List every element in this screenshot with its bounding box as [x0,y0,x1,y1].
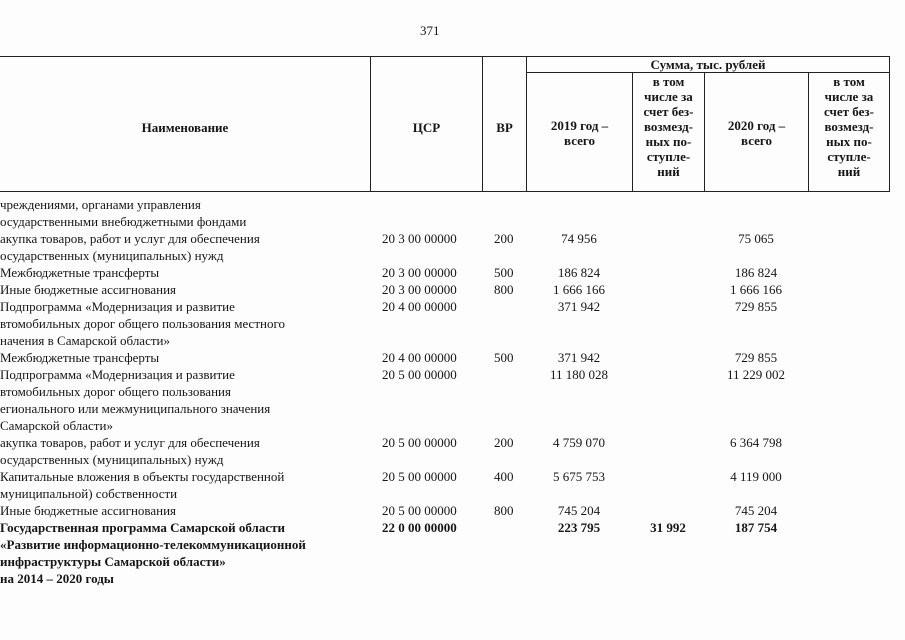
row-name-line: втомобильных дорог общего пользования [0,384,231,399]
table-row [0,196,890,230]
table-row [0,230,890,264]
row-2019-total: 371 942 [557,350,601,365]
row-vr: 800 [494,282,514,297]
row-vr: 200 [494,435,514,450]
row-vr: 800 [494,503,514,518]
table-row [0,519,890,587]
row-2020-free [808,519,882,536]
row-vr [494,519,524,536]
row-2019-free [632,468,704,485]
header-2019-total [527,118,632,148]
row-2020-free [808,281,882,298]
header-2020-free-line: в том [833,74,865,89]
row-2019-total [526,196,632,213]
header-2019-free-line: возмезд- [644,119,693,134]
header-2020-total [705,118,808,148]
row-2020-total: 1 666 166 [730,282,782,297]
row-vr: 500 [494,265,514,280]
row-vr: 500 [494,350,514,365]
row-2020-free [808,349,882,366]
row-csr: 20 5 00 00000 [382,367,457,382]
row-name-line: «Развитие информационно-телекоммуникационной [0,537,306,552]
row-name-line: Межбюджетные трансферты [0,265,160,280]
row-name [0,349,370,366]
row-2019-free: 31 992 [650,520,686,535]
row-2019-total: 371 942 [557,299,601,314]
row-name-line: Капитальные вложения в объекты государственной [0,469,285,484]
header-2020-free-line: числе за [824,89,874,104]
row-2019-total: 11 180 028 [549,367,609,382]
header-2019-free-line: ступле- [646,149,691,164]
row-name [0,196,370,230]
row-2019-free [632,502,704,519]
header-2020-free-line: ний [837,164,861,179]
header-2020-total-line: 2020 год – [727,118,786,133]
row-name-line: начения в Самарской области» [0,333,170,348]
row-2020-total: 729 855 [734,350,778,365]
row-2020-free [808,264,882,281]
row-name [0,298,370,349]
row-csr: 20 5 00 00000 [382,503,457,518]
row-csr: 20 3 00 00000 [382,231,457,246]
row-name [0,519,370,587]
row-name-line: Иные бюджетные ассигнования [0,503,177,518]
row-2019-total: 223 795 [557,520,601,535]
table-row [0,468,890,502]
row-2019-free [632,264,704,281]
row-2019-free [632,196,704,213]
row-2019-free [632,281,704,298]
table-body [0,196,890,587]
row-name [0,281,370,298]
row-name-line: егионального или межмуниципального значения [0,401,271,416]
header-name: Наименование [141,120,229,135]
row-2020-total: 186 824 [734,265,778,280]
table-row [0,366,890,434]
header-2019-free-line: ных по- [645,134,692,149]
row-2019-total: 74 956 [561,231,597,246]
row-name-line: Государственная программа Самарской области [0,520,285,535]
header-2020-free-line: возмезд- [824,119,874,134]
row-csr: 22 0 00 00000 [382,520,457,535]
header-2019-free-line: в том [652,74,685,89]
row-name-line: инфраструктуры Самарской области» [0,554,226,569]
row-name [0,366,370,434]
row-csr: 20 3 00 00000 [382,282,457,297]
table-header [0,56,890,192]
header-2019-free-line: счет без- [643,104,694,119]
row-2019-total: 4 759 070 [553,435,605,450]
row-name [0,230,370,264]
row-2019-free [632,366,704,383]
table-row [0,264,890,281]
row-vr [494,298,524,315]
table-row [0,349,890,366]
row-2020-total [704,196,808,213]
header-csr: ЦСР [412,120,441,135]
row-csr: 20 4 00 00000 [382,350,457,365]
row-name [0,468,370,502]
header-2020-total-line: всего [741,133,772,148]
row-2019-total: 745 204 [557,503,601,518]
row-2020-total: 75 065 [738,231,774,246]
row-csr: 20 4 00 00000 [382,299,457,314]
row-2020-total: 187 754 [734,520,778,535]
row-2020-free [808,230,882,247]
row-2020-total: 4 119 000 [730,469,782,484]
row-2020-total: 11 229 002 [726,367,786,382]
header-2020-free-line: ступле- [827,149,871,164]
row-name-line: Межбюджетные трансферты [0,350,160,365]
row-name-line: Подпрограмма «Модернизация и развитие [0,299,235,314]
row-name-line: Самарской области» [0,418,113,433]
row-2020-free [808,298,882,315]
row-2019-free [632,230,704,247]
row-csr: 20 5 00 00000 [382,435,457,450]
header-2019-total-line: 2019 год – [550,118,609,133]
table-row [0,502,890,519]
row-name-line: на 2014 – 2020 годы [0,571,114,586]
table-row [0,281,890,298]
row-2019-free [632,434,704,451]
row-2020-free [808,502,882,519]
row-2020-total: 6 364 798 [730,435,782,450]
row-vr: 200 [494,231,514,246]
row-name-line: Иные бюджетные ассигнования [0,282,177,297]
row-name [0,264,370,281]
row-2019-total: 5 675 753 [553,469,605,484]
row-2020-total: 745 204 [734,503,778,518]
row-name-line: осударственных (муниципальных) нужд [0,452,224,467]
row-csr [382,196,482,213]
row-name-line: муниципальной) собственности [0,486,178,501]
table-row [0,434,890,468]
row-2020-free [808,366,882,383]
row-name [0,434,370,468]
row-2020-total: 729 855 [734,299,778,314]
row-name-line: осударственных (муниципальных) нужд [0,248,224,263]
row-name [0,502,370,519]
header-2019-free [633,74,704,179]
header-2020-free [809,74,889,179]
row-name-line: втомобильных дорог общего пользования местного [0,316,285,331]
row-csr: 20 5 00 00000 [382,469,457,484]
row-2020-free [808,434,882,451]
row-vr [494,366,524,383]
row-name-line: осударственными внебюджетными фондами [0,214,247,229]
table-row [0,298,890,349]
row-name-line: чреждениями, органами управления [0,197,201,212]
row-name-line: акупка товаров, работ и услуг для обеспечения [0,231,260,246]
header-2019-free-line: ний [657,164,680,179]
row-2020-free [808,468,882,485]
row-2019-total: 1 666 166 [553,282,605,297]
header-2020-free-line: ных по- [826,134,872,149]
row-name-line: акупка товаров, работ и услуг для обеспечения [0,435,260,450]
row-name-line: Подпрограмма «Модернизация и развитие [0,367,235,382]
row-2019-free [632,349,704,366]
row-2020-free [808,196,882,213]
header-2020-free-line: счет без- [824,104,874,119]
row-2019-free [632,298,704,315]
row-2019-total: 186 824 [557,265,601,280]
header-2019-free-line: числе за [644,89,693,104]
row-vr: 400 [494,469,514,484]
row-csr: 20 3 00 00000 [382,265,457,280]
header-2019-total-line: всего [564,133,595,148]
header-vr: ВР [496,120,513,135]
row-vr [494,196,524,213]
header-sum: Сумма, тыс. рублей [650,57,766,72]
page-number: 371 [420,23,440,38]
